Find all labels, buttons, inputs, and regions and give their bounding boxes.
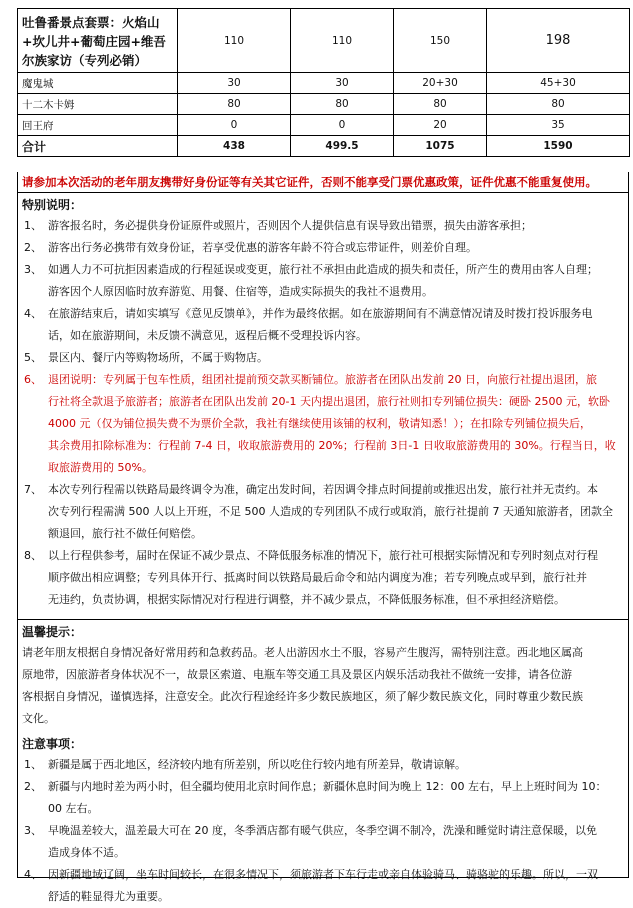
item-number: 2、 bbox=[24, 780, 42, 793]
item-line: 取旅游费用的 50%。 bbox=[48, 461, 153, 474]
price-cell: 30 bbox=[291, 73, 394, 94]
list-item bbox=[22, 303, 624, 347]
item-line: 新疆与内地时差为两小时，但全疆均使用北京时间作息；新疆休息时间为晚上 12：00 左右，早上上班时间为 10： bbox=[48, 780, 607, 793]
price-cell: 0 bbox=[291, 115, 394, 136]
tips-line: 客根据自身情况，谨慎选择，注意安全。此次行程途经许多少数民族地区，须了解少数民族文化，同时尊重少数民族 bbox=[22, 690, 583, 703]
price-cell: 45+30 bbox=[487, 73, 630, 94]
item-line: 其余费用扣除标准为：行程前 7-4 日，收取旅游费用的 20%；行程前 3日-1 日收取旅游费用的 30%。行程当日，收 bbox=[48, 439, 616, 452]
tips-line: 请老年朋友根据自身情况备好常用药和急救药品。老人出游因水土不服，容易产生腹泻，需特别注意。西北地区属高 bbox=[22, 646, 583, 659]
total-cell: 1075 bbox=[394, 136, 487, 157]
item-line: 4000 元（仅为铺位损失费不为票价全款，我社有继续使用该铺的权利，敬请知悉！）；在扣除专列铺位损失后， bbox=[48, 417, 591, 430]
list-item bbox=[22, 776, 624, 820]
item-line: 在旅游结束后，请如实填写《意见反馈单》，并作为最终依据。如在旅游期间有不满意情况请及时拨打投诉服务电 bbox=[48, 307, 593, 320]
special-notes-section bbox=[18, 193, 628, 620]
item-number: 6、 bbox=[24, 373, 42, 386]
price-cell: 30 bbox=[178, 73, 291, 94]
item-line: 顺序做出相应调整；专列具体开行、抵离时间以铁路局最后命令和站内调度为准；若专列晚点或早到，旅行社并 bbox=[48, 571, 587, 584]
item-number: 7、 bbox=[24, 483, 42, 496]
table-row bbox=[18, 73, 630, 94]
ticket-price-table bbox=[17, 8, 630, 157]
list-item bbox=[22, 864, 624, 908]
item-line: 以上行程供参考，届时在保证不减少景点、不降低服务标准的情况下，旅行社可根据实际情况和专列时刻点对行程 bbox=[48, 549, 598, 562]
price-cell: 198 bbox=[487, 9, 630, 73]
total-cell: 438 bbox=[178, 136, 291, 157]
price-cell: 20+30 bbox=[394, 73, 487, 94]
item-line: 话，如在旅游期间，未反馈不满意见，返程后概不受理投诉内容。 bbox=[48, 329, 367, 342]
price-cell: 110 bbox=[178, 9, 291, 73]
list-item bbox=[22, 479, 624, 545]
item-line: 额退回，旅行社不做任何赔偿。 bbox=[48, 527, 202, 540]
tips-line: 文化。 bbox=[22, 712, 55, 725]
attraction-name: 魔鬼城 bbox=[18, 73, 178, 94]
item-line: 次专列行程需满 500 人以上开班，不足 500 人造成的专列团队不成行或取消，旅行社提前 7 天通知旅游者，团款全 bbox=[48, 505, 613, 518]
item-line: 造成身体不适。 bbox=[48, 846, 125, 859]
item-number: 1、 bbox=[24, 758, 42, 771]
attention-title: 注意事项： bbox=[22, 737, 83, 751]
item-number: 3、 bbox=[24, 824, 42, 837]
item-line: 行社将全款退予旅游者；旅游者在团队出发前 20-1 天内提出退团，旅行社则扣专列铺位损失：硬卧 2500 元，软卧 bbox=[48, 395, 610, 408]
price-cell: 35 bbox=[487, 115, 630, 136]
list-item bbox=[22, 754, 624, 776]
table-row bbox=[18, 94, 630, 115]
item-line: 因新疆地域辽阔，坐车时间较长，在很多情况下，须旅游者下车行走或亲自体验骑马、骑骆驼的乐趣。所以，一双 bbox=[48, 868, 598, 881]
refund-policy-item bbox=[22, 369, 624, 479]
table-row bbox=[18, 115, 630, 136]
list-item bbox=[22, 237, 624, 259]
item-line: 新疆是属于西北地区，经济较内地有所差别，所以吃住行较内地有所差异，敬请谅解。 bbox=[48, 758, 466, 771]
item-number: 3、 bbox=[24, 263, 42, 276]
price-cell: 110 bbox=[291, 9, 394, 73]
price-cell: 0 bbox=[178, 115, 291, 136]
attraction-name: 吐鲁番景点套票：火焰山+坎儿井+葡萄庄园+维吾尔族家访（专列必销） bbox=[18, 9, 178, 73]
item-line: 景区内、餐厅内等购物场所，不属于购物店。 bbox=[48, 351, 268, 364]
item-number: 8、 bbox=[24, 549, 42, 562]
price-cell: 80 bbox=[394, 94, 487, 115]
list-item bbox=[22, 545, 624, 611]
item-line: 如遇人力不可抗拒因素造成的行程延误或变更，旅行社不承担由此造成的损失和责任，所产生的费用由客人自理； bbox=[48, 263, 598, 276]
price-cell: 80 bbox=[178, 94, 291, 115]
price-cell: 80 bbox=[487, 94, 630, 115]
item-line: 游客出行务必携带有效身份证，若享受优惠的游客年龄不符合或忘带证件，则差价自理。 bbox=[48, 241, 477, 254]
tips-title: 温馨提示： bbox=[22, 625, 83, 639]
item-number: 1、 bbox=[24, 219, 42, 232]
table-row bbox=[18, 9, 630, 73]
item-line: 退团说明：专列属于包车性质，组团社提前预交款买断铺位。旅游者在团队出发前 20 日，向旅行社提出退团，旅 bbox=[48, 373, 597, 386]
price-cell: 150 bbox=[394, 9, 487, 73]
item-number: 2、 bbox=[24, 241, 42, 254]
list-item bbox=[22, 215, 624, 237]
attraction-name: 十二木卡姆 bbox=[18, 94, 178, 115]
item-line: 游客报名时，务必提供身份证原件或照片，否则因个人提供信息有误导致出错票，损失由游客承担； bbox=[48, 219, 532, 232]
item-line: 游客因个人原因临时放弃游览、用餐、住宿等，造成实际损失的我社不退费用。 bbox=[48, 285, 433, 298]
total-cell: 499.5 bbox=[291, 136, 394, 157]
id-card-warning: 请参加本次活动的老年朋友携带好身份证等有关其它证件，否则不能享受门票优惠政策，证件优惠不能重复使用。 bbox=[18, 172, 628, 193]
item-line: 舒适的鞋显得尤为重要。 bbox=[48, 890, 169, 903]
total-label: 合计 bbox=[18, 136, 178, 157]
item-line: 00 左右。 bbox=[48, 802, 99, 815]
attraction-name: 回王府 bbox=[18, 115, 178, 136]
price-cell: 20 bbox=[394, 115, 487, 136]
item-line: 无违约，负责协调，根据实际情况对行程进行调整，并不减少景点，不降低服务标准，但不承担经济赔偿。 bbox=[48, 593, 565, 606]
special-notes-title: 特别说明： bbox=[22, 198, 83, 212]
info-boxes bbox=[17, 172, 629, 903]
item-number: 4、 bbox=[24, 868, 42, 881]
item-number: 4、 bbox=[24, 307, 42, 320]
list-item bbox=[22, 347, 624, 369]
item-line: 本次专列行程需以铁路局最终调令为准，确定出发时间，若因调令排点时间提前或推迟出发，旅行社并无责约。本 bbox=[48, 483, 598, 496]
list-item bbox=[22, 259, 624, 303]
item-line: 早晚温差较大，温差最大可在 20 度，冬季酒店都有暖气供应，冬季空调不制冷，洗澡和睡觉时请注意保暖，以免 bbox=[48, 824, 597, 837]
total-cell: 1590 bbox=[487, 136, 630, 157]
tips-line: 原地带，因旅游者身体状况不一，故景区索道、电瓶车等交通工具及景区内娱乐活动我社不做统一安排，请各位游 bbox=[22, 668, 572, 681]
item-number: 5、 bbox=[24, 351, 42, 364]
total-row bbox=[18, 136, 630, 157]
price-cell: 80 bbox=[291, 94, 394, 115]
tips-section bbox=[18, 620, 628, 908]
list-item bbox=[22, 820, 624, 864]
